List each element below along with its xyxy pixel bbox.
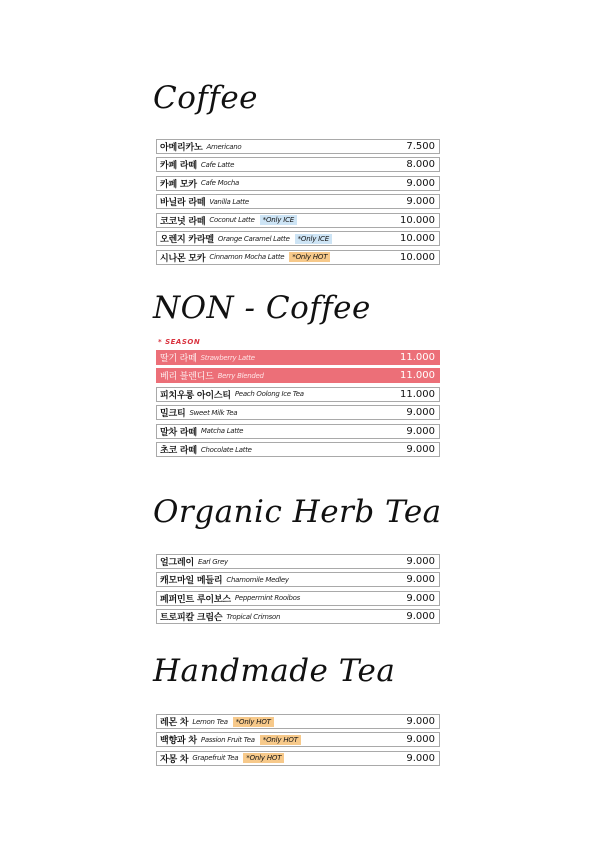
item-name-ko: 오렌지 카라멜 bbox=[160, 235, 214, 246]
item-name-en: Passion Fruit Tea bbox=[200, 735, 255, 744]
menu-item-peppermint-rooibos[interactable] bbox=[156, 591, 440, 606]
item-name-ko: 트로피칼 크림슨 bbox=[160, 613, 223, 624]
menu-item-peach-oolong-ice-tea[interactable] bbox=[156, 387, 440, 402]
menu-item-grapefruit-tea[interactable] bbox=[156, 751, 440, 766]
item-price: 11.000 bbox=[400, 352, 435, 363]
item-price: 10.000 bbox=[400, 233, 435, 245]
menu-item-coconut-latte[interactable] bbox=[156, 213, 440, 228]
menu-item-earl-grey[interactable] bbox=[156, 554, 440, 569]
item-price: 8.000 bbox=[406, 159, 435, 171]
item-name-ko: 카페 라떼 bbox=[160, 161, 197, 172]
menu-item-passion-fruit-tea[interactable] bbox=[156, 732, 440, 747]
menu-item-chamomile-medley[interactable] bbox=[156, 572, 440, 587]
item-name-en: Earl Grey bbox=[197, 557, 228, 566]
only-hot-badge: *Only HOT bbox=[289, 252, 330, 262]
item-name-ko: 레몬 차 bbox=[160, 718, 189, 728]
menu-item-lemon-tea[interactable] bbox=[156, 714, 440, 729]
item-name-ko: 말차 라떼 bbox=[160, 427, 197, 438]
only-hot-badge: *Only HOT bbox=[260, 735, 301, 745]
item-name-ko: 초코 라떼 bbox=[160, 446, 197, 457]
item-price: 9.000 bbox=[406, 574, 435, 586]
item-name-en: Sweet Milk Tea bbox=[189, 408, 238, 417]
non-coffee-section-title: NON - Coffee bbox=[153, 290, 371, 326]
coffee-menu-list bbox=[156, 139, 440, 268]
item-name-en: Peach Oolong Ice Tea bbox=[234, 390, 304, 399]
menu-item-sweet-milk-tea[interactable] bbox=[156, 405, 440, 420]
item-name-ko: 코코넛 라떼 bbox=[160, 216, 206, 227]
item-price: 7.500 bbox=[406, 141, 435, 152]
only-hot-badge: *Only HOT bbox=[233, 717, 274, 727]
item-name-en: Chamomile Medley bbox=[226, 575, 289, 584]
item-price: 9.000 bbox=[406, 752, 435, 764]
item-price: 10.000 bbox=[400, 251, 435, 263]
menu-item-strawberry-latte[interactable] bbox=[156, 350, 440, 365]
item-price: 9.000 bbox=[406, 177, 435, 189]
menu-item-cinnamon-mocha-latte[interactable] bbox=[156, 250, 440, 265]
menu-item-matcha-latte[interactable] bbox=[156, 424, 440, 439]
menu-item-cafe-latte[interactable] bbox=[156, 157, 440, 172]
item-name-en: Cafe Latte bbox=[200, 160, 235, 169]
item-name-en: Lemon Tea bbox=[192, 717, 228, 726]
only-hot-badge: *Only HOT bbox=[243, 753, 284, 763]
item-price: 11.000 bbox=[400, 370, 435, 382]
item-name-en: Americano bbox=[206, 142, 242, 151]
item-name-ko: 밀크티 bbox=[160, 409, 186, 420]
menu-item-chocolate-latte[interactable] bbox=[156, 442, 440, 457]
item-price: 9.000 bbox=[406, 611, 435, 623]
item-name-ko: 백향과 차 bbox=[160, 736, 197, 747]
item-price: 9.000 bbox=[406, 592, 435, 604]
item-price: 9.000 bbox=[406, 556, 435, 567]
item-price: 11.000 bbox=[400, 388, 435, 400]
non-coffee-menu-list bbox=[156, 350, 440, 461]
item-name-en: Strawberry Latte bbox=[200, 353, 255, 362]
item-price: 9.000 bbox=[406, 444, 435, 456]
item-name-ko: 자몽 차 bbox=[160, 754, 189, 765]
item-price: 9.000 bbox=[406, 716, 435, 727]
herb-tea-menu-list bbox=[156, 554, 440, 628]
item-name-en: Tropical Crimson bbox=[226, 612, 281, 621]
handmade-tea-menu-list bbox=[156, 714, 440, 769]
item-name-en: Peppermint Rooibos bbox=[234, 594, 301, 603]
item-price: 9.000 bbox=[406, 734, 435, 746]
item-name-en: Vanilla Latte bbox=[209, 197, 249, 206]
item-name-ko: 시나몬 모카 bbox=[160, 253, 206, 264]
item-name-en: Matcha Latte bbox=[200, 427, 244, 436]
season-label: * SEASON bbox=[158, 338, 201, 346]
menu-item-tropical-crimson[interactable] bbox=[156, 609, 440, 624]
menu-item-cafe-mocha[interactable] bbox=[156, 176, 440, 191]
item-name-ko: 피치우롱 아이스티 bbox=[160, 390, 231, 401]
only-ice-badge: *Only ICE bbox=[295, 234, 332, 244]
item-price: 10.000 bbox=[400, 214, 435, 226]
item-name-ko: 카페 모카 bbox=[160, 179, 197, 190]
item-price: 9.000 bbox=[406, 425, 435, 437]
item-name-ko: 캐모마일 메들리 bbox=[160, 576, 223, 587]
herb-tea-section-title: Organic Herb Tea bbox=[153, 494, 442, 530]
handmade-tea-section-title: Handmade Tea bbox=[153, 653, 396, 689]
coffee-section-title: Coffee bbox=[153, 80, 259, 116]
item-price: 9.000 bbox=[406, 407, 435, 419]
item-name-ko: 아메리카노 bbox=[160, 143, 203, 153]
item-name-en: Grapefruit Tea bbox=[192, 754, 239, 763]
menu-item-vanilla-latte[interactable] bbox=[156, 194, 440, 209]
item-name-en: Cafe Mocha bbox=[200, 179, 239, 188]
item-name-en: Chocolate Latte bbox=[200, 445, 252, 454]
only-ice-badge: *Only ICE bbox=[260, 215, 297, 225]
item-name-ko: 베리 블렌디드 bbox=[160, 372, 214, 383]
item-name-ko: 얼그레이 bbox=[160, 558, 194, 568]
menu-item-orange-caramel-latte[interactable] bbox=[156, 231, 440, 246]
item-name-en: Orange Caramel Latte bbox=[217, 234, 290, 243]
item-name-ko: 페퍼민트 루이보스 bbox=[160, 594, 231, 605]
item-price: 9.000 bbox=[406, 196, 435, 208]
item-name-en: Coconut Latte bbox=[209, 216, 255, 225]
item-name-en: Cinnamon Mocha Latte bbox=[209, 253, 285, 262]
menu-item-americano[interactable] bbox=[156, 139, 440, 154]
item-name-en: Berry Blended bbox=[217, 371, 264, 380]
menu-item-berry-blended[interactable] bbox=[156, 368, 440, 383]
item-name-ko: 딸기 라떼 bbox=[160, 354, 197, 364]
item-name-ko: 바닐라 라떼 bbox=[160, 198, 206, 209]
